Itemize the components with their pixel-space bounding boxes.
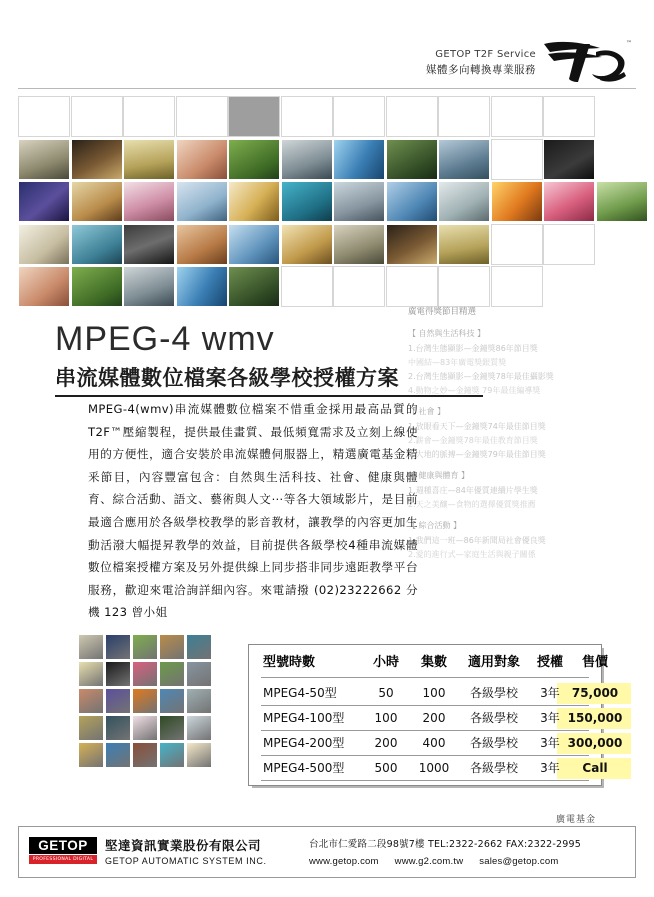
getop-logo-subtext: PROFESSIONAL DIGITAL VIDEO xyxy=(29,855,97,864)
mosaic-thumbnail xyxy=(186,661,212,687)
photo-thumbnail xyxy=(439,225,489,264)
mosaic-thumbnail xyxy=(78,715,104,741)
price-table-row xyxy=(259,731,623,755)
mosaic-thumbnail xyxy=(186,715,212,741)
grid-empty-tile xyxy=(491,224,543,265)
cell-license: 3年 xyxy=(540,711,560,725)
grid-photo-tile xyxy=(281,181,333,222)
mosaic-thumbnail xyxy=(132,688,158,714)
company-name-en: GETOP AUTOMATIC SYSTEM INC. xyxy=(105,856,267,866)
photo-thumbnail xyxy=(439,182,489,221)
photo-thumbnail xyxy=(124,182,174,221)
cell-hours: 500 xyxy=(374,761,398,775)
grid-empty-tile xyxy=(491,96,543,137)
grid-photo-tile xyxy=(386,181,438,222)
header-service-text xyxy=(426,48,536,78)
broadcast-fund-label: 廣電基金 xyxy=(556,815,597,825)
photo-thumbnail xyxy=(72,225,122,264)
grid-photo-tile xyxy=(123,181,175,222)
price-table xyxy=(248,644,623,786)
grid-photo-tile xyxy=(596,181,648,222)
grid-empty-tile xyxy=(438,96,490,137)
mosaic-thumbnail xyxy=(159,688,185,714)
company-name-cn: 堅達資訊實業股份有限公司 xyxy=(105,838,262,853)
photo-thumbnail xyxy=(597,182,647,221)
mosaic-thumbnail xyxy=(186,688,212,714)
photo-thumbnail xyxy=(72,182,122,221)
column-header-target: 適用對象 xyxy=(467,655,520,670)
trademark-symbol: ™ xyxy=(626,40,632,47)
photo-thumbnail xyxy=(282,225,332,264)
mosaic-thumbnail xyxy=(105,634,131,660)
mosaic-thumbnail xyxy=(105,742,131,768)
grid-empty-tile xyxy=(386,96,438,137)
getop-logo xyxy=(29,837,97,871)
grid-photo-tile xyxy=(18,266,70,307)
column-header-hours: 小時 xyxy=(372,655,399,670)
photo-thumbnail xyxy=(124,140,174,179)
photo-thumbnail xyxy=(544,140,594,179)
cell-model: MPEG4-100型 xyxy=(263,711,345,725)
grid-photo-tile xyxy=(438,224,490,265)
cell-hours: 50 xyxy=(378,686,394,700)
awards-item: 2.愛的進行式—家庭生活與親子關係 xyxy=(408,549,536,559)
cell-price: 75,000 xyxy=(571,686,619,700)
grid-photo-tile xyxy=(123,139,175,180)
photo-thumbnail xyxy=(439,140,489,179)
awards-item: 1.台灣生態顯影—金鐘獎86年節目獎 xyxy=(408,343,538,353)
grid-empty-tile xyxy=(438,266,490,307)
photo-thumbnail xyxy=(282,182,332,221)
company-address: 台北市仁愛路二段98號7樓 TEL:2322-2662 FAX:2322-2995 xyxy=(309,839,582,850)
grid-photo-tile xyxy=(123,224,175,265)
mosaic-thumbnail xyxy=(159,634,185,660)
price-table-row xyxy=(259,706,623,730)
awards-section-title: 【 社會 】 xyxy=(408,406,446,416)
mosaic-thumbnail xyxy=(159,661,185,687)
column-header-model: 型號時數 xyxy=(263,655,316,670)
email-address[interactable]: sales@getop.com xyxy=(479,856,559,867)
mosaic-thumbnail xyxy=(78,661,104,687)
awards-section-title: 【 健康與體育 】 xyxy=(408,470,470,480)
photo-thumbnail xyxy=(19,140,69,179)
photo-thumbnail xyxy=(229,182,279,221)
grid-empty-tile xyxy=(123,96,175,137)
photo-thumbnail xyxy=(124,225,174,264)
mosaic-thumbnail xyxy=(78,688,104,714)
column-header-price: 售價 xyxy=(581,655,608,670)
website-1[interactable]: www.getop.com xyxy=(309,856,379,867)
grid-photo-tile xyxy=(491,181,543,222)
awards-item: 1.放眼看天下—金鐘獎74年最佳節目獎 xyxy=(408,421,546,431)
grid-photo-tile xyxy=(176,139,228,180)
photo-thumbnail xyxy=(19,182,69,221)
photo-thumbnail xyxy=(387,225,437,264)
header-service-cn: 媒體多向轉換專業服務 xyxy=(426,63,536,76)
header-service-en: GETOP T2F Service xyxy=(435,49,536,60)
awards-section-title: 【 自然與生活科技 】 xyxy=(408,328,486,338)
price-table-row xyxy=(259,756,608,780)
grid-empty-tile xyxy=(543,96,595,137)
grid-empty-tile xyxy=(71,96,123,137)
photo-thumbnail xyxy=(177,267,227,306)
mosaic-thumbnail xyxy=(186,742,212,768)
grid-empty-tile xyxy=(543,224,595,265)
column-header-episodes: 集數 xyxy=(420,655,447,670)
grid-photo-tile xyxy=(71,181,123,222)
column-header-license: 授權 xyxy=(536,655,563,670)
grid-photo-tile xyxy=(228,266,280,307)
grid-empty-tile xyxy=(281,266,333,307)
awards-item: 1.我們這一班—86年新聞局社會優良獎 xyxy=(408,535,546,545)
awards-item: 4.動物之妙—金鐘獎 79年最佳編導獎 xyxy=(408,385,541,395)
photo-thumbnail xyxy=(19,267,69,306)
cell-episodes: 100 xyxy=(422,686,446,700)
cell-price: 150,000 xyxy=(567,711,623,725)
getop-logo-text: GETOP xyxy=(29,837,97,854)
thumbnail-mosaic xyxy=(78,634,220,776)
grid-empty-tile xyxy=(281,96,333,137)
photo-thumbnail xyxy=(72,140,122,179)
mosaic-thumbnail xyxy=(105,715,131,741)
grid-empty-tile-shaded xyxy=(228,96,280,137)
grid-empty-tile xyxy=(386,266,438,307)
grid-photo-tile xyxy=(438,181,490,222)
grid-photo-tile xyxy=(228,181,280,222)
grid-empty-tile xyxy=(176,96,228,137)
price-table-row xyxy=(259,681,619,705)
mosaic-thumbnail xyxy=(132,715,158,741)
cell-episodes: 400 xyxy=(422,736,446,750)
cell-target: 各級學校 xyxy=(469,686,518,700)
mosaic-thumbnail xyxy=(132,742,158,768)
page-title: MPEG-4 wmv xyxy=(55,320,275,358)
cell-license: 3年 xyxy=(540,686,560,700)
mosaic-thumbnail xyxy=(105,661,131,687)
cell-target: 各級學校 xyxy=(469,711,518,725)
cell-model: MPEG4-50型 xyxy=(263,686,337,700)
photo-thumbnail xyxy=(492,182,542,221)
awards-heading: 廣電得獎節目精選 xyxy=(408,307,477,317)
grid-photo-tile xyxy=(333,139,385,180)
mosaic-thumbnail xyxy=(78,742,104,768)
photo-thumbnail xyxy=(544,182,594,221)
cell-target: 各級學校 xyxy=(469,761,518,775)
grid-photo-tile xyxy=(281,224,333,265)
grid-photo-tile xyxy=(176,266,228,307)
cell-model: MPEG4-200型 xyxy=(263,736,345,750)
mosaic-thumbnail xyxy=(132,634,158,660)
grid-photo-tile xyxy=(71,224,123,265)
awards-item: 2.台灣生態顯影—金鐘獎78年最佳攝影獎 xyxy=(408,371,554,381)
awards-item: 3.大地的脈搏—金鐘獎79年最佳節目獎 xyxy=(408,449,546,459)
t2f-logo xyxy=(538,38,632,86)
cell-episodes: 1000 xyxy=(418,761,450,775)
photo-thumbnail xyxy=(177,182,227,221)
photo-thumbnail xyxy=(387,182,437,221)
website-2[interactable]: www.g2.com.tw xyxy=(394,856,464,867)
awards-item: 1.週種喜庄—84年優質連續片學生獎 xyxy=(408,485,538,495)
awards-list xyxy=(408,305,628,562)
grid-photo-tile xyxy=(228,224,280,265)
grid-photo-tile xyxy=(18,224,70,265)
grid-photo-tile xyxy=(18,139,70,180)
grid-photo-tile xyxy=(228,139,280,180)
grid-empty-tile xyxy=(333,96,385,137)
grid-photo-tile xyxy=(438,139,490,180)
photo-thumbnail xyxy=(229,225,279,264)
cell-hours: 100 xyxy=(374,711,398,725)
grid-photo-tile xyxy=(176,181,228,222)
grid-photo-tile xyxy=(281,139,333,180)
photo-thumbnail xyxy=(387,140,437,179)
cell-target: 各級學校 xyxy=(469,736,518,750)
mosaic-thumbnail xyxy=(159,742,185,768)
grid-photo-tile xyxy=(18,181,70,222)
price-table-header-row xyxy=(259,651,608,675)
mosaic-thumbnail xyxy=(186,634,212,660)
grid-photo-tile xyxy=(333,181,385,222)
grid-photo-tile xyxy=(543,139,595,180)
photo-thumbnail xyxy=(229,140,279,179)
photo-thumbnail xyxy=(177,225,227,264)
mosaic-thumbnail xyxy=(159,715,185,741)
photo-thumbnail xyxy=(282,140,332,179)
grid-photo-tile xyxy=(123,266,175,307)
photo-thumbnail xyxy=(334,182,384,221)
grid-empty-tile xyxy=(18,96,70,137)
grid-empty-tile xyxy=(333,266,385,307)
cell-license: 3年 xyxy=(540,761,560,775)
grid-photo-tile xyxy=(176,224,228,265)
cell-episodes: 200 xyxy=(422,711,446,725)
photo-thumbnail xyxy=(19,225,69,264)
grid-photo-tile xyxy=(333,224,385,265)
awards-section-title: 【 綜合活動 】 xyxy=(408,520,462,530)
cell-license: 3年 xyxy=(540,736,560,750)
photo-thumbnail xyxy=(334,225,384,264)
grid-photo-tile xyxy=(71,139,123,180)
mosaic-thumbnail xyxy=(132,661,158,687)
grid-photo-tile xyxy=(71,266,123,307)
cell-price: Call xyxy=(582,761,608,775)
awards-item: 2.薪會—金鐘獎78年最佳教育節目獎 xyxy=(408,435,538,445)
page-footer xyxy=(18,826,636,878)
cell-model: MPEG4-500型 xyxy=(263,761,345,775)
photo-thumbnail xyxy=(177,140,227,179)
photo-thumbnail xyxy=(124,267,174,306)
page-header xyxy=(0,0,654,92)
grid-photo-tile xyxy=(543,181,595,222)
cell-price: 300,000 xyxy=(567,736,623,750)
header-divider xyxy=(18,88,636,89)
grid-empty-tile xyxy=(491,139,543,180)
price-table-row-rule xyxy=(261,780,589,781)
grid-photo-tile xyxy=(386,139,438,180)
mosaic-thumbnail xyxy=(105,688,131,714)
grid-empty-tile xyxy=(491,266,543,307)
company-contacts xyxy=(309,856,574,867)
body-paragraph: MPEG-4(wmv)串流媒體數位檔案不惜重金採用最高品質的T2F™壓縮製程，提供最佳畫質、最低頻寬需求及立刻上線使用的方便性，適合安裝於串流媒體伺服器上，精選廣電基金精釆節目，內容豐富包含：自然與生活科技、社會、健康與體育、綜合活動、語文、藝術與人文⋯等各大領域影片，是目前最適合應用於各級學校教學的影音教材，讓教學的內容更加生動活潑大幅提昇教學的效益，目前提供各級學校4種串流媒體數位檔案授權方案及另外提供線上同步搭非同步遠距教學平台服務，歡迎來電洽詢詳細內容。來電請撥 (02)23222662 分機 123 曾小姐 xyxy=(88,402,418,620)
mosaic-thumbnail xyxy=(78,634,104,660)
awards-item: 2.天之美釀—食物的選擇優質獎推薦 xyxy=(408,499,536,509)
photo-thumbnail xyxy=(229,267,279,306)
price-table-header-rule xyxy=(261,677,589,678)
photo-thumbnail xyxy=(334,140,384,179)
awards-item: 中國結—83年廣電獎銀質獎 xyxy=(408,357,507,367)
page-subtitle: 串流媒體數位檔案各級學校授權方案 xyxy=(55,365,399,390)
photo-thumbnail xyxy=(72,267,122,306)
grid-photo-tile xyxy=(386,224,438,265)
cell-hours: 200 xyxy=(374,736,398,750)
